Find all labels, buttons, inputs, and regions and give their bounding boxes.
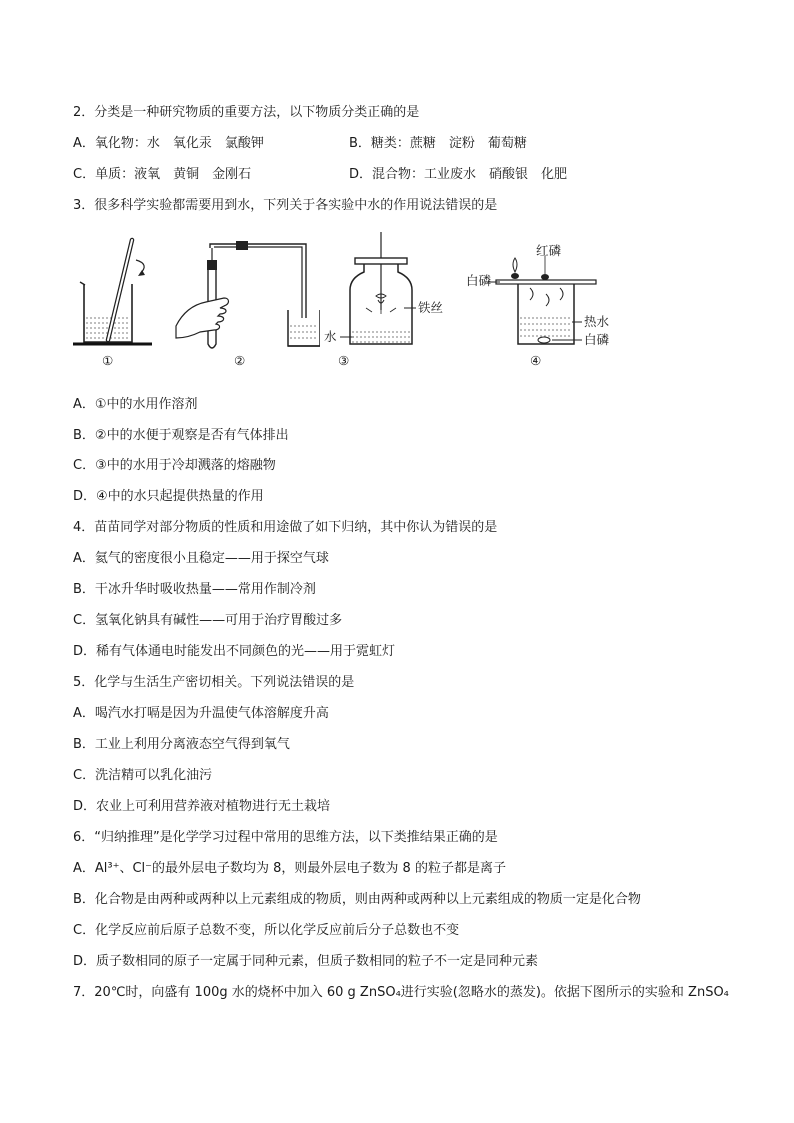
figure-label-3: ③	[338, 353, 350, 368]
q4-stem: 4．苗苗同学对部分物质的性质和用途做了如下归纳，其中你认为错误的是	[73, 520, 498, 535]
q5-option-d: D．农业上可利用营养液对植物进行无土栽培	[73, 799, 331, 814]
q3-option-c: C．③中的水用于冷却溅落的熔融物	[73, 458, 276, 473]
q7-stem: 7．20℃时，向盛有 100g 水的烧杯中加入 60 g ZnSO₄进行实验(忽略水的蒸发)。依据下图所示的实验和 ZnSO₄	[73, 985, 729, 1000]
white-phosphorus-label-bottom: 白磷	[584, 332, 610, 347]
q2-option-a: A．氧化物：水 氧化汞 氯酸钾	[73, 136, 264, 151]
q6-option-c: C．化学反应前后原子总数不变，所以化学反应前后分子总数也不变	[73, 923, 460, 938]
q4-option-b: B．干冰升华时吸收热量——常用作制冷剂	[73, 582, 316, 597]
iron-wire-label: 铁丝	[418, 300, 444, 315]
figure-label-4: ④	[530, 353, 542, 368]
q3-option-a: A．①中的水用作溶剂	[73, 397, 198, 412]
beaker-stirring-figure	[70, 226, 160, 376]
q2-option-b: B．糖类：蔗糖 淀粉 葡萄糖	[349, 136, 527, 151]
q3-option-b: B．②中的水便于观察是否有气体排出	[73, 428, 289, 443]
q2-option-d: D．混合物：工业废水 硝酸银 化肥	[349, 167, 568, 182]
figure-label-1: ①	[102, 353, 114, 368]
q3-stem: 3．很多科学实验都需要用到水，下列关于各实验中水的作用说法错误的是	[73, 198, 498, 213]
water-label: 水	[324, 329, 337, 344]
q6-option-d: D．质子数相同的原子一定属于同种元素，但质子数相同的粒子不一定是同种元素	[73, 954, 539, 969]
q5-option-c: C．洗洁精可以乳化油污	[73, 768, 213, 783]
q4-option-a: A．氦气的密度很小且稳定——用于探空气球	[73, 551, 329, 566]
figure-label-2: ②	[234, 353, 246, 368]
q5-stem: 5．化学与生活生产密切相关。下列说法错误的是	[73, 675, 355, 690]
hot-water-label: 热水	[584, 314, 610, 329]
q2-stem: 2．分类是一种研究物质的重要方法，以下物质分类正确的是	[73, 105, 420, 120]
q5-option-a: A．喝汽水打嗝是因为升温使气体溶解度升高	[73, 706, 329, 721]
q4-option-d: D．稀有气体通电时能发出不同颜色的光——用于霓虹灯	[73, 644, 396, 659]
q6-option-b: B．化合物是由两种或两种以上元素组成的物质，则由两种或两种以上元素组成的物质一定是化合物	[73, 892, 641, 907]
q4-option-c: C．氢氧化钠具有碱性——可用于治疗胃酸过多	[73, 613, 343, 628]
q5-option-b: B．工业上利用分离液态空气得到氧气	[73, 737, 290, 752]
q3-option-d: D．④中的水只起提供热量的作用	[73, 489, 264, 504]
q2-option-c: C．单质：液氧 黄铜 金刚石	[73, 167, 252, 182]
q6-stem: 6．“归纳推理”是化学学习过程中常用的思维方法，以下类推结果正确的是	[73, 830, 498, 845]
q3-experiment-figures	[70, 226, 630, 376]
white-phosphorus-label-top: 白磷	[466, 273, 492, 288]
q6-option-a: A．Al³⁺、Cl⁻的最外层电子数均为 8，则最外层电子数为 8 的粒子都是离子	[73, 861, 506, 876]
red-phosphorus-label: 红磷	[536, 243, 562, 258]
